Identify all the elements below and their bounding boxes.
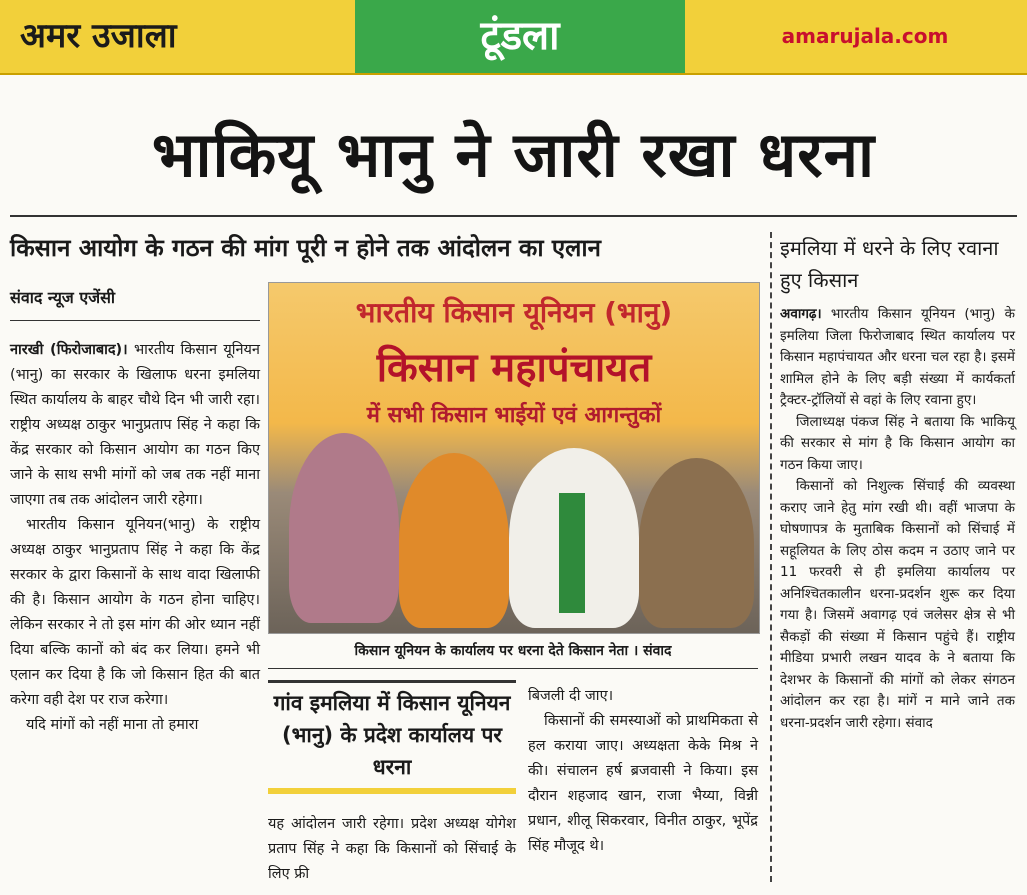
paragraph: यदि मांगों को नहीं माना तो हमारा xyxy=(26,717,199,733)
article-column-3 xyxy=(528,684,758,890)
dateline: नारखी (फिरोजाबाद)। xyxy=(10,342,128,358)
news-photo xyxy=(268,282,760,634)
dateline: अवागढ़। xyxy=(780,306,822,322)
person-figure xyxy=(289,433,399,623)
site-url[interactable]: amarujala.com xyxy=(781,24,949,48)
article-column-1 xyxy=(10,338,260,888)
photo-banner-line: किसान महापंचायत xyxy=(376,345,652,391)
person-figure xyxy=(639,458,754,628)
paragraph: यह आंदोलन जारी रहेगा। प्रदेश अध्यक्ष योगेश प्रताप सिंह ने कहा कि किसानों को सिंचाई के लिए फ्री xyxy=(268,816,516,882)
box-headline: गांव इमलिया में किसान यूनियन (भानु) के प्रदेश कार्यालय पर धरना xyxy=(268,680,516,786)
paragraph: भारतीय किसान यूनियन (भानु) के इमलिया जिला फिरोजाबाद स्थित कार्यालय पर किसान महापंचायत और धरना चल रहा है। इसमें शामिल होने के लिए बड़ी संख्या में कार्यकर्ता ट्रैक्टर-ट्रॉलियों से वहां के लिए रवाना हुए। xyxy=(780,306,1015,408)
byline: संवाद न्यूज एजेंसी xyxy=(10,288,116,307)
green-scarf xyxy=(559,493,585,613)
paragraph: भारतीय किसान यूनियन (भानु) का सरकार के खिलाफ धरना इमलिया स्थित कार्यालय के बाहर चौथे दिन भी जारी रहा। राष्ट्रीय अध्यक्ष ठाकुर भानुप्रताप सिंह ने कहा कि केंद्र सरकार को किसान आयोग का गठन किए जाने के साथ सभी मांगों को जब तक नहीं माना जाएगा तब तक आंदोलन जारी रहेगा। xyxy=(10,342,260,508)
side-article xyxy=(780,304,1015,890)
photo-caption: किसान यूनियन के कार्यालय पर धरना देते किसान नेता । संवाद xyxy=(354,643,672,659)
article-column-2 xyxy=(268,812,516,890)
person-figure xyxy=(399,453,509,628)
city-label: टूंडला xyxy=(355,0,685,73)
paragraph: बिजली दी जाए। xyxy=(528,688,614,704)
photo-banner-line: भारतीय किसान यूनियन (भानु) xyxy=(355,296,673,329)
paragraph: किसानों की समस्याओं को प्राथमिकता से हल कराया जाए। अध्यक्षता केके मिश्र ने की। संचालन हर्ष ब्रजवासी ने किया। इस दौरान शहजाद खान, राजा भैय्या, विन्नी प्रधान, शीलू सिकरवार, विनीत ठाकुर, भूपेंद्र सिंह मौजूद थे। xyxy=(528,713,758,854)
headline: भाकियू भानु ने जारी रखा धरना xyxy=(151,118,876,191)
divider xyxy=(268,668,758,669)
divider xyxy=(10,215,1017,217)
brand-logo: अमर उजाला xyxy=(20,16,177,56)
photo-banner-line: में सभी किसान भाईयों एवं आगन्तुकों xyxy=(366,403,662,428)
side-headline: इमलिया में धरने के लिए रवाना हुए किसान xyxy=(780,236,999,292)
masthead xyxy=(0,0,1027,75)
subhead: किसान आयोग के गठन की मांग पूरी न होने तक आंदोलन का एलान xyxy=(10,234,601,262)
paragraph: जिलाध्यक्ष पंकज सिंह ने बताया कि भाकियू की सरकार से मांग है कि किसान आयोग का गठन किया जाए। xyxy=(780,413,1015,473)
column-divider xyxy=(770,232,772,882)
paragraph: किसानों को निशुल्क सिंचाई की व्यवस्था कराए जाने हेतु मांग रखी थी। वहीं भाजपा के घोषणापत्र के मुताबिक किसानों को सिंचाई में सहूलियत के लिए ठोस कदम न उठाए जाने पर 11 फरवरी से ही इमलिया कार्यालय पर अनिश्चितकालीन धरना-प्रदर्शन शुरू कर दिया गया है। जिसमें अवागढ़ एवं जलेसर क्षेत्र से भी सैकड़ों की संख्या में किसान पहुंचे हैं। राष्ट्रीय मीडिया प्रभारी लखन यादव के ने बताया कि देशभर के किसानों की मांगों को लेकर संगठन आंदोलन कर रहा है। मांगें न माने जाने तक धरना-प्रदर्शन जारी रहेगा। संवाद xyxy=(780,478,1015,731)
divider xyxy=(10,320,260,321)
paragraph: भारतीय किसान यूनियन(भानु) के राष्ट्रीय अध्यक्ष ठाकुर भानुप्रताप सिंह ने कहा कि केंद्र सरकार के द्वारा किसानों के साथ वादा खिलाफी की है। किसान आयोग के गठन होना चाहिए। लेकिन सरकार ने तो इस मांग की ओर ध्यान नहीं दिया बल्कि कानों को बंद कर लिया। हमने भी एलान कर दिया है कि जो किसान हित की बात करेगा वही देश पर राज करेगा। xyxy=(10,517,260,708)
yellow-rule xyxy=(268,788,516,794)
